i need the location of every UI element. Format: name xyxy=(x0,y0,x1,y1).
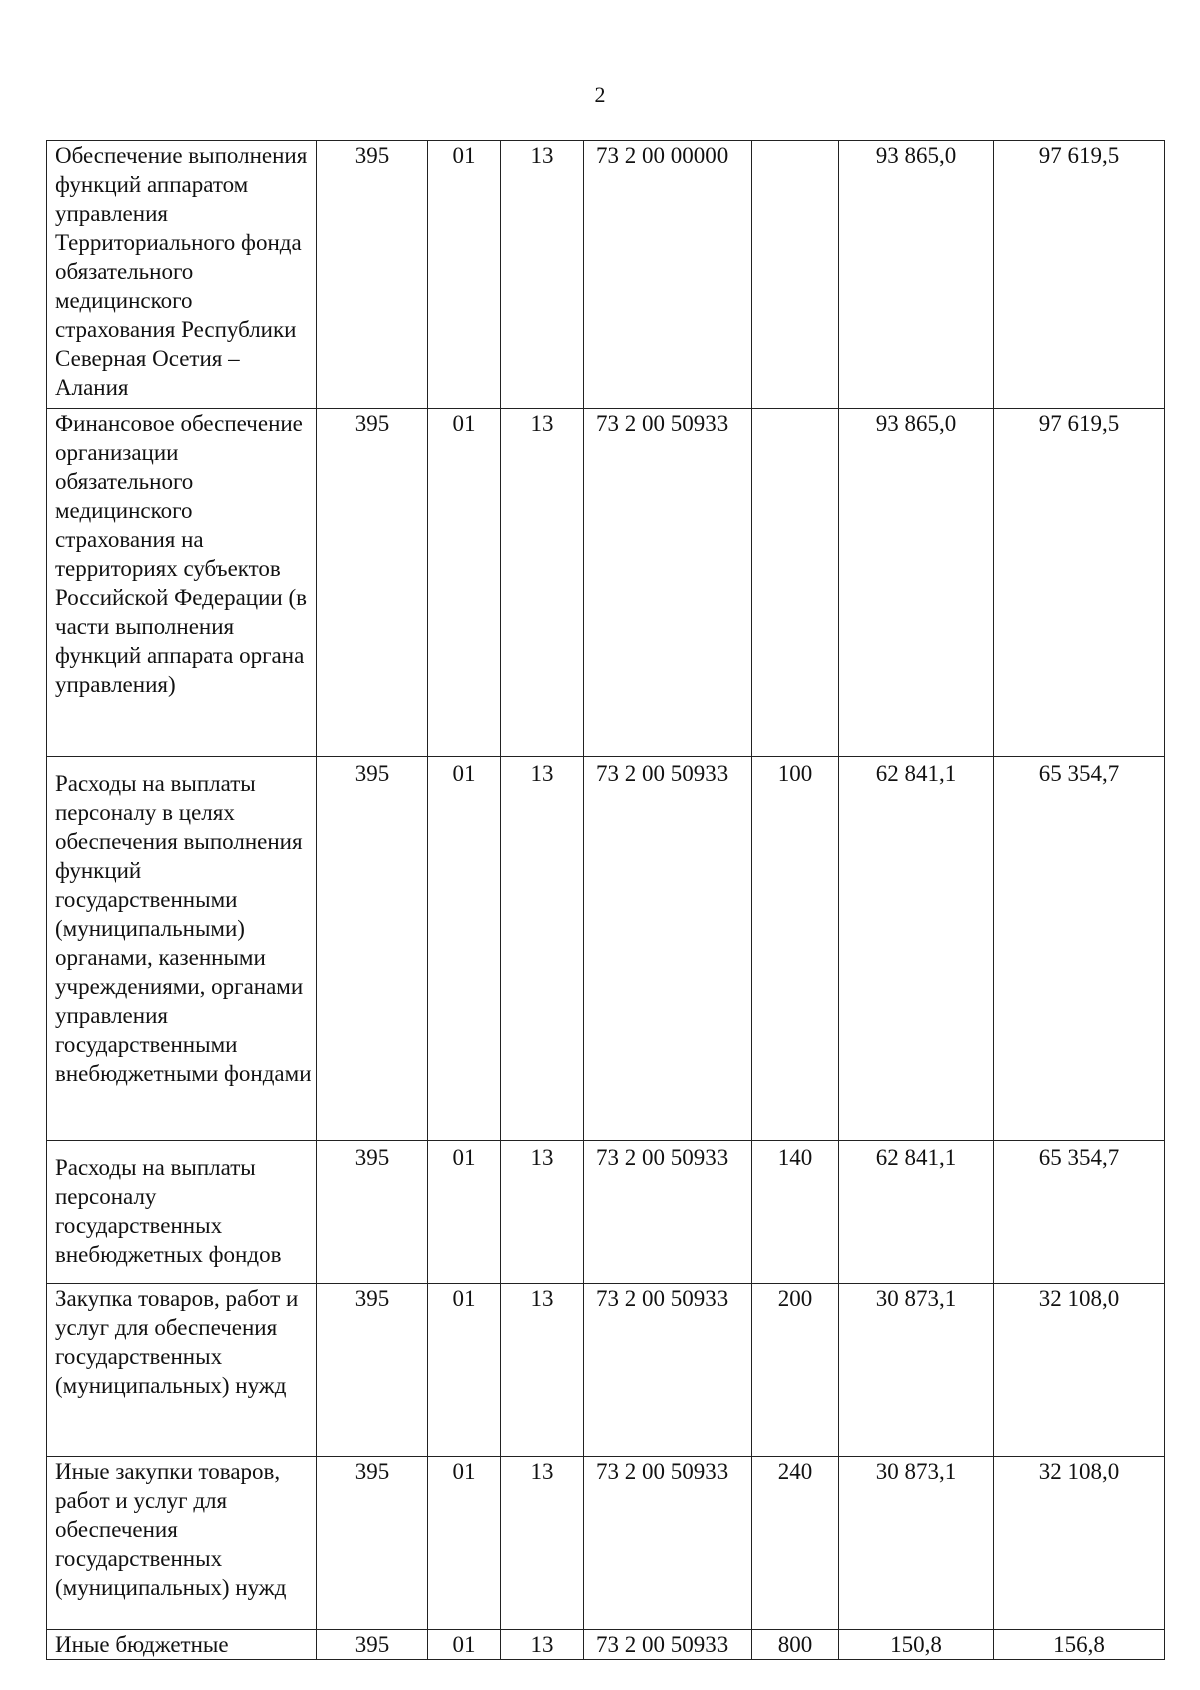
target-article-cell: 73 2 00 00000 xyxy=(584,141,752,409)
section-code-cell: 01 xyxy=(428,1630,501,1660)
section-code-cell: 01 xyxy=(428,1141,501,1284)
page-number: 2 xyxy=(594,82,606,107)
expense-type-cell: 140 xyxy=(752,1141,839,1284)
subsection-code-cell: 13 xyxy=(501,409,584,757)
sum-year2-cell: 156,8 xyxy=(994,1630,1165,1660)
section-code-cell: 01 xyxy=(428,409,501,757)
sum-year2-cell: 32 108,0 xyxy=(994,1284,1165,1457)
section-code-cell: 01 xyxy=(428,141,501,409)
table-row xyxy=(47,757,1165,1141)
row-name-cell: Обеспечение выполнения функций аппаратом управления Территориального фонда обязательного медицинского страхования Республики Северная Осетия – Алания xyxy=(47,141,317,409)
ministry-code-cell: 395 xyxy=(317,409,428,757)
ministry-code-cell: 395 xyxy=(317,1630,428,1660)
row-name-cell: Расходы на выплаты персоналу государственных внебюджетных фондов xyxy=(47,1141,317,1284)
row-name-cell: Закупка товаров, работ и услуг для обеспечения государственных (муниципальных) нужд xyxy=(47,1284,317,1457)
ministry-code-cell: 395 xyxy=(317,141,428,409)
target-article-cell: 73 2 00 50933 xyxy=(584,409,752,757)
subsection-code-cell: 13 xyxy=(501,1457,584,1630)
subsection-code-cell: 13 xyxy=(501,1141,584,1284)
sum-year1-cell: 30 873,1 xyxy=(839,1284,994,1457)
sum-year1-cell: 150,8 xyxy=(839,1630,994,1660)
ministry-code-cell: 395 xyxy=(317,1284,428,1457)
target-article-cell: 73 2 00 50933 xyxy=(584,1630,752,1660)
subsection-code-cell: 13 xyxy=(501,757,584,1141)
row-name-cell: Иные бюджетные xyxy=(47,1630,317,1660)
target-article-cell: 73 2 00 50933 xyxy=(584,1141,752,1284)
section-code-cell: 01 xyxy=(428,1284,501,1457)
expense-type-cell: 240 xyxy=(752,1457,839,1630)
sum-year1-cell: 93 865,0 xyxy=(839,141,994,409)
sum-year2-cell: 32 108,0 xyxy=(994,1457,1165,1630)
sum-year2-cell: 65 354,7 xyxy=(994,757,1165,1141)
expense-type-cell xyxy=(752,409,839,757)
row-name-cell: Финансовое обеспечение организации обязательного медицинского страхования на территориях субъектов Российской Федерации (в части выполнения функций аппарата органа управления) xyxy=(47,409,317,757)
sum-year1-cell: 62 841,1 xyxy=(839,757,994,1141)
expense-type-cell: 100 xyxy=(752,757,839,1141)
target-article-cell: 73 2 00 50933 xyxy=(584,1457,752,1630)
expense-type-cell xyxy=(752,141,839,409)
table-row xyxy=(47,1457,1165,1630)
ministry-code-cell: 395 xyxy=(317,1141,428,1284)
ministry-code-cell: 395 xyxy=(317,1457,428,1630)
sum-year2-cell: 97 619,5 xyxy=(994,141,1165,409)
target-article-cell: 73 2 00 50933 xyxy=(584,757,752,1141)
section-code-cell: 01 xyxy=(428,757,501,1141)
expense-type-cell: 800 xyxy=(752,1630,839,1660)
table-row xyxy=(47,141,1165,409)
subsection-code-cell: 13 xyxy=(501,1284,584,1457)
sum-year1-cell: 30 873,1 xyxy=(839,1457,994,1630)
subsection-code-cell: 13 xyxy=(501,141,584,409)
sum-year1-cell: 62 841,1 xyxy=(839,1141,994,1284)
row-name-cell: Иные закупки товаров, работ и услуг для обеспечения государственных (муниципальных) нужд xyxy=(47,1457,317,1630)
ministry-code-cell: 395 xyxy=(317,757,428,1141)
target-article-cell: 73 2 00 50933 xyxy=(584,1284,752,1457)
section-code-cell: 01 xyxy=(428,1457,501,1630)
budget-table xyxy=(46,140,1165,1660)
subsection-code-cell: 13 xyxy=(501,1630,584,1660)
sum-year1-cell: 93 865,0 xyxy=(839,409,994,757)
table-row xyxy=(47,409,1165,757)
sum-year2-cell: 97 619,5 xyxy=(994,409,1165,757)
row-name-cell: Расходы на выплаты персоналу в целях обеспечения выполнения функций государственными (муниципальными) органами, казенными учреждениями, органами управления государственными внебюджетными фондами xyxy=(47,757,317,1141)
expense-type-cell: 200 xyxy=(752,1284,839,1457)
table-row xyxy=(47,1630,1165,1660)
table-row xyxy=(47,1284,1165,1457)
sum-year2-cell: 65 354,7 xyxy=(994,1141,1165,1284)
table-row xyxy=(47,1141,1165,1284)
